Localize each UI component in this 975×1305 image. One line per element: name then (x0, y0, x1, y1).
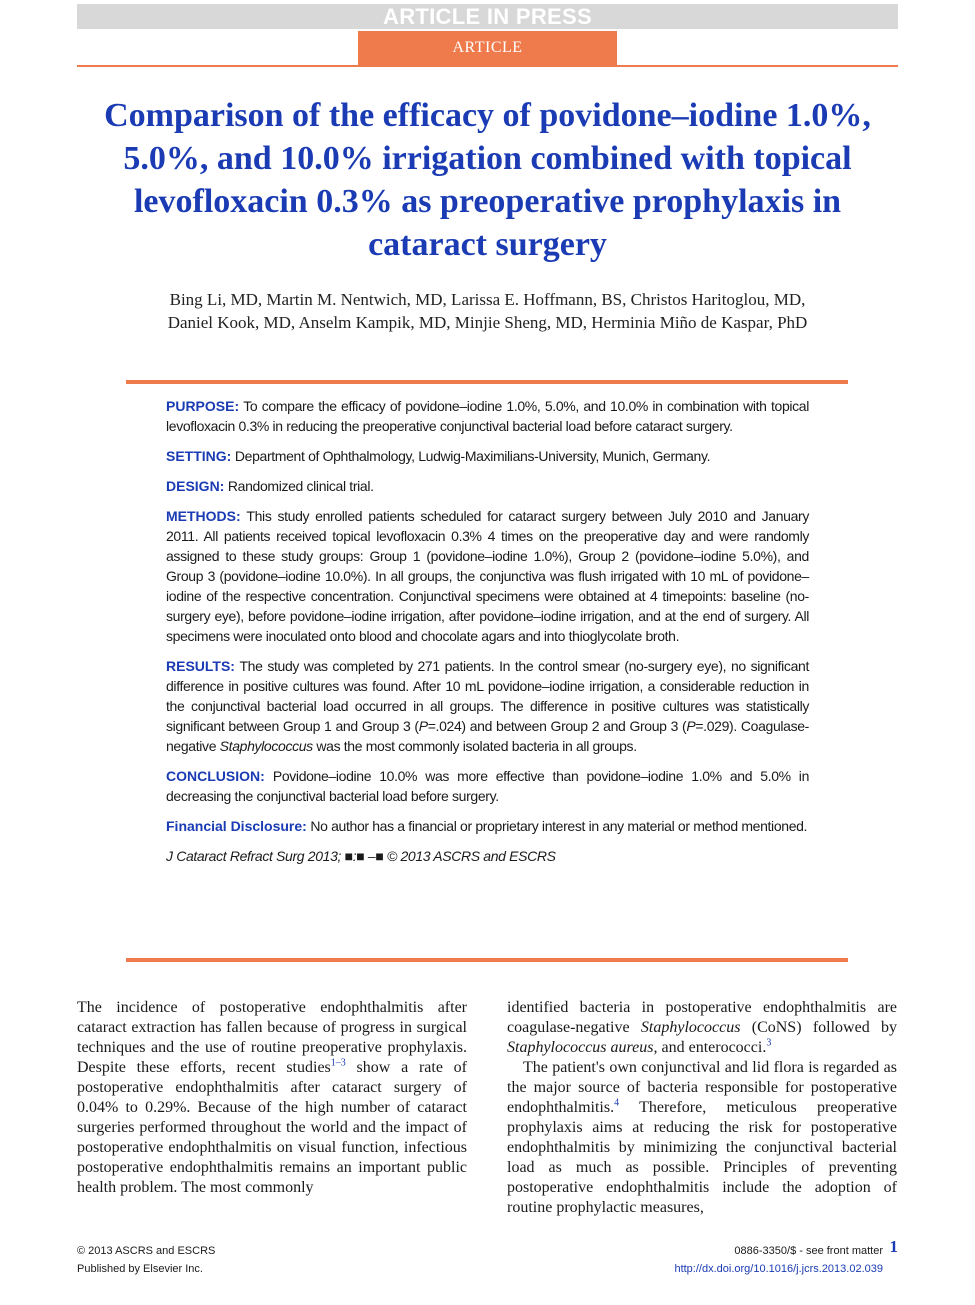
article-title: Comparison of the efficacy of povidone–iodine 1.0%, 5.0%, and 10.0% irrigation combined with topical levofloxacin 0.3% as preoperative prophylaxis in cataract surgery (104, 97, 871, 263)
abstract-disclosure (166, 816, 809, 836)
results-text-1: The study was completed by 271 patients. In the control smear (no-surgery eye), no significant difference in positive cultures was found. After 10 mL povidone–iodine irrigation, a considerable reduction in the conjunctival bacterial load occurred in all groups. The difference in positive cultures was statistically significant between Group 1 and Group 3 ( (166, 658, 809, 734)
doi-link[interactable]: http://dx.doi.org/10.1016/j.jcrs.2013.02.039 (674, 1263, 883, 1275)
purpose-label: PURPOSE: (166, 398, 240, 414)
abstract-setting (166, 446, 809, 466)
footer-left (77, 1242, 215, 1278)
publisher-notice: Published by Elsevier Inc. (77, 1263, 203, 1275)
reference-link[interactable]: 4 (614, 1097, 620, 1109)
body-paragraph (77, 998, 467, 1198)
setting-text: Department of Ophthalmology, Ludwig-Maximilians-University, Munich, Germany. (231, 448, 711, 464)
design-text: Randomized clinical trial. (224, 478, 374, 494)
reference-link[interactable]: 1–3 (330, 1057, 346, 1069)
abstract-bottom-rule (126, 958, 848, 962)
conclusion-label: CONCLUSION: (166, 768, 265, 784)
organism-name: Staphylococcus aureus (507, 1039, 654, 1056)
article-in-press-banner: ARTICLE IN PRESS (77, 4, 898, 29)
abstract (166, 396, 809, 876)
footer-right (674, 1242, 883, 1278)
body-text: , and enterococci. (653, 1039, 767, 1056)
setting-label: SETTING: (166, 448, 232, 464)
abstract-results (166, 656, 809, 756)
abstract-methods (166, 506, 809, 646)
body-text: Therefore, meticulous preoperative prophylaxis aims at reducing the risk for postoperative endophthalmitis by minimizing the conjunctival bacterial load as much as possible. Principles of preventing postoperative endophthalmitis include the adoption of routine prophylactic measures, (507, 1099, 897, 1216)
abstract-conclusion (166, 766, 809, 806)
body-paragraph (507, 998, 897, 1058)
journal-citation: J Cataract Refract Surg 2013; ■:■ –■ © 2013 ASCRS and ESCRS (166, 848, 556, 864)
design-label: DESIGN: (166, 478, 225, 494)
body-text: The incidence of postoperative endophthalmitis after cataract extraction has fallen because of progress in surgical techniques and the use of routine preoperative prophylaxis. Despite these efforts, recent studies (77, 999, 467, 1076)
abstract-top-rule (126, 380, 848, 384)
disclosure-label: Financial Disclosure: (166, 818, 307, 834)
copyright-notice: © 2013 ASCRS and ESCRS (77, 1245, 216, 1257)
organism-name: Staphylococcus (640, 1019, 741, 1036)
abstract-design (166, 476, 809, 496)
p-value-symbol: P (418, 718, 428, 734)
body-text: The patient's own conjunctival and lid flora is regarded as the major source of bacteria responsible for postoperative endophthalmitis. (507, 1059, 897, 1116)
body-column-left (77, 998, 467, 1198)
body-column-right (507, 998, 897, 1218)
disclosure-text: No author has a financial or proprietary interest in any material or method mentioned. (306, 818, 808, 834)
header-divider (77, 65, 898, 67)
conclusion-text: Povidone–iodine 10.0% was more effective than povidone–iodine 1.0% and 5.0% in decreasing the conjunctival bacterial load before surgery. (166, 768, 809, 804)
results-text-3: =.029). Coagulase-negative (166, 718, 809, 754)
abstract-purpose (166, 396, 809, 436)
body-text: show a rate of postoperative endophthalmitis after cataract surgery of 0.04% to 0.29%. Because of the high number of cataract surgeries performed throughout the world and the impact of postoperative endophthalmitis on visual function, infectious postoperative endophthalmitis remains an important public health problem. The most commonly (77, 1059, 467, 1196)
results-label: RESULTS: (166, 658, 235, 674)
author-line-2: Daniel Kook, MD, Anselm Kampik, MD, Minjie Sheng, MD, Herminia Miño de Kaspar, PhD (167, 313, 808, 332)
author-list (80, 288, 895, 334)
page-number: 1 (889, 1237, 898, 1256)
issn-notice: 0886-3350/$ - see front matter (734, 1245, 883, 1257)
results-text-4: was the most commonly isolated bacteria in all groups. (312, 738, 637, 754)
body-paragraph (507, 1058, 897, 1218)
purpose-text: To compare the efficacy of povidone–iodine 1.0%, 5.0%, and 10.0% in combination with topical levofloxacin 0.3% in reducing the preoperative conjunctival bacterial load before cataract surgery. (166, 398, 809, 434)
methods-label: METHODS: (166, 508, 241, 524)
body-text: identified bacteria in postoperative endophthalmitis are coagulase-negative (507, 999, 897, 1036)
author-line-1: Bing Li, MD, Martin M. Nentwich, MD, Larissa E. Hoffmann, BS, Christos Haritoglou, MD, (169, 290, 806, 309)
organism-name: Staphylococcus (219, 738, 313, 754)
results-text-2: =.024) and between Group 2 and Group 3 ( (427, 718, 687, 734)
body-text: (CoNS) followed by (740, 1019, 897, 1036)
reference-link[interactable]: 3 (766, 1037, 772, 1049)
methods-text: This study enrolled patients scheduled for cataract surgery between July 2010 and January 2011. All patients received topical levofloxacin 0.3% 4 times on the preoperative day and were randomly assigned to these study groups: Group 1 (povidone–iodine 1.0%), Group 2 (povidone–iodine 5.0%), and Group 3 (povidone–iodine 10.0%). In all groups, the conjunctiva was flush irrigated with 10 mL of povidone–iodine of the respective concentration. Conjunctival specimens were obtained at 4 timepoints: baseline (no-surgery eye), before povidone–iodine irrigation, after povidone–iodine irrigation, and at the end of surgery. All specimens were inoculated onto blood and chocolate agars and into thioglycolate broth. (166, 508, 809, 644)
p-value-symbol: P (686, 718, 696, 734)
article-type-tab: ARTICLE (358, 31, 617, 65)
